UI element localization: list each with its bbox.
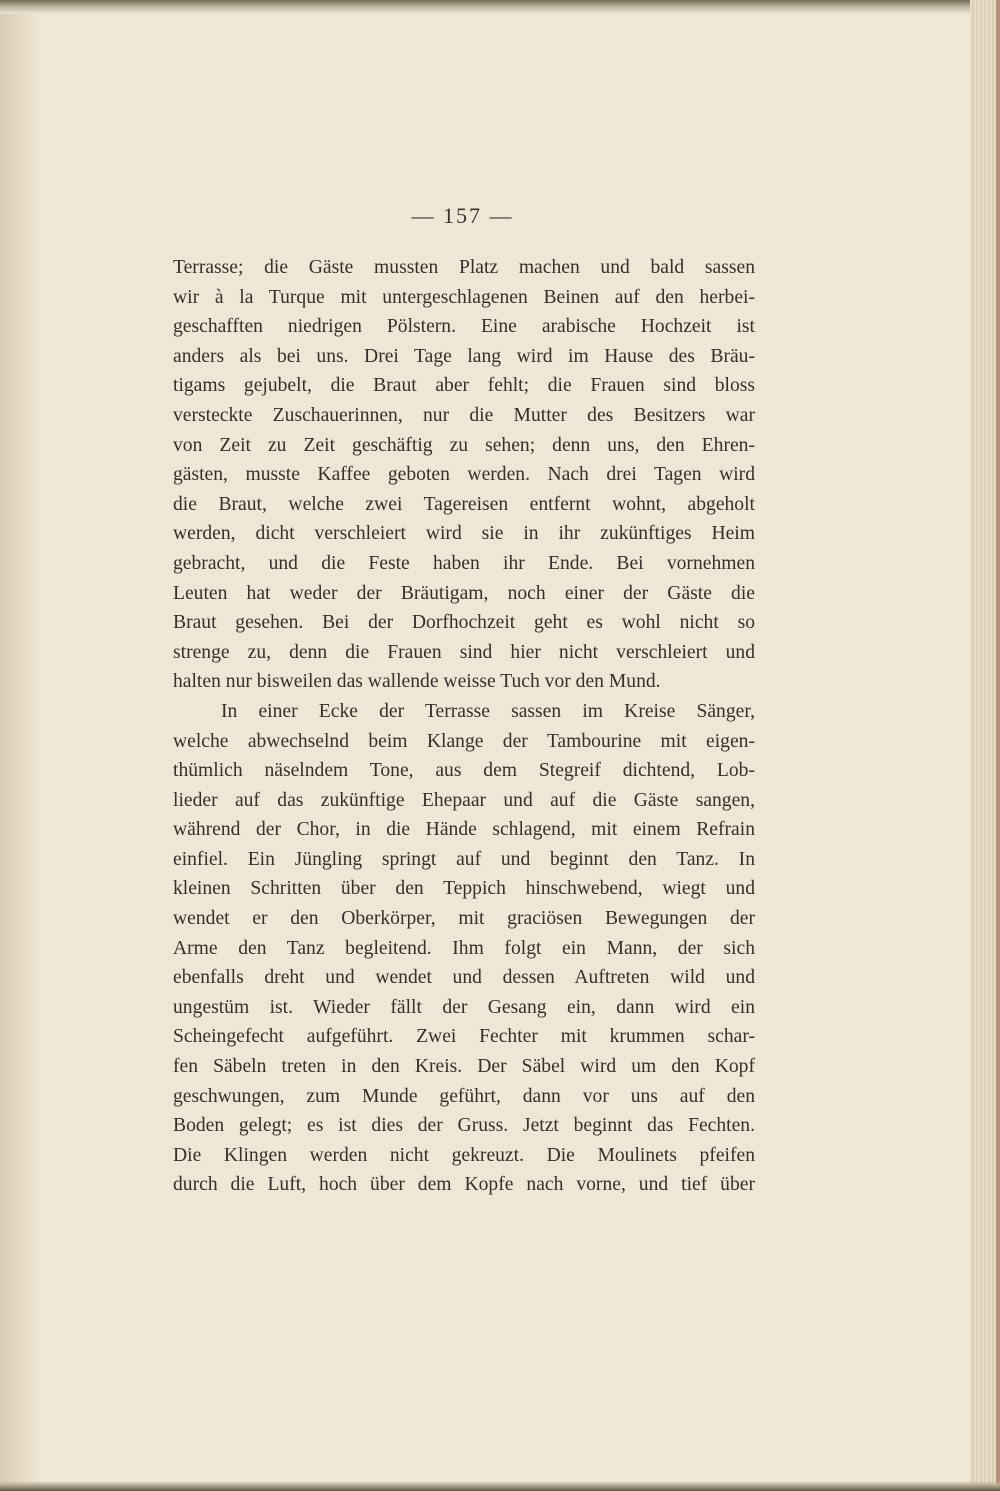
text-line: lieder auf das zukünftige Ehepaar und auf die Gäste sangen, — [173, 789, 755, 811]
text-line: Leuten hat weder der Bräutigam, noch einer der Gäste die — [173, 582, 755, 604]
text-line: von Zeit zu Zeit geschäftig zu sehen; denn uns, den Ehren- — [173, 434, 755, 456]
text-line: fen Säbeln treten in den Kreis. Der Säbel wird um den Kopf — [173, 1056, 755, 1078]
top-edge — [0, 0, 1000, 14]
text-line: die Braut, welche zwei Tagereisen entfernt wohnt, abgeholt — [173, 493, 755, 515]
text-line: gebracht, und die Feste haben ihr Ende. Bei vornehmen — [173, 552, 755, 574]
text-line: wendet er den Oberkörper, mit graciösen Bewegungen der — [173, 908, 755, 930]
page-number: — 157 — — [411, 203, 514, 228]
paragraph-2 — [173, 697, 755, 1200]
text-line: einfiel. Ein Jüngling springt auf und beginnt den Tanz. In — [173, 848, 755, 870]
text-line: strenge zu, denn die Frauen sind hier nicht verschleiert und — [173, 641, 755, 663]
text-line: halten nur bisweilen das wallende weisse Tuch vor den Mund. — [173, 671, 661, 693]
text-line: ebenfalls dreht und wendet und dessen Auftreten wild und — [173, 967, 755, 989]
text-line: versteckte Zuschauerinnen, nur die Mutter des Besitzers war — [173, 404, 755, 426]
text-line: In einer Ecke der Terrasse sassen im Kreise Sänger, — [221, 700, 755, 722]
text-line: werden, dicht verschleiert wird sie in ihr zukünftiges Heim — [173, 523, 755, 545]
text-line: thümlich näselndem Tone, aus dem Stegreif dichtend, Lob- — [173, 760, 755, 782]
text-line: ungestüm ist. Wieder fällt der Gesang ein, dann wird ein — [173, 996, 755, 1018]
page-edge-tint — [996, 0, 1000, 1491]
text-line: Boden gelegt; es ist dies der Gruss. Jetzt beginnt das Fechten. — [173, 1115, 755, 1137]
text-line: Die Klingen werden nicht gekreuzt. Die Moulinets pfeifen — [173, 1144, 755, 1166]
text-line: tigams gejubelt, die Braut aber fehlt; die Frauen sind bloss — [173, 375, 755, 397]
text-line: geschafften niedrigen Pölstern. Eine arabische Hochzeit ist — [173, 316, 755, 338]
text-line: Scheingefecht aufgeführt. Zwei Fechter mit krummen schar- — [173, 1026, 755, 1048]
text-line: Terrasse; die Gäste mussten Platz machen und bald sassen — [173, 257, 755, 278]
paragraph-1 — [173, 253, 755, 697]
body-text — [173, 253, 755, 1200]
text-line: welche abwechselnd beim Klange der Tambourine mit eigen- — [173, 730, 755, 752]
text-line: durch die Luft, hoch über dem Kopfe nach vorne, und tief über — [173, 1174, 755, 1196]
text-line: Braut gesehen. Bei der Dorfhochzeit geht es wohl nicht so — [173, 612, 755, 634]
text-line: während der Chor, in die Hände schlagend, mit einem Refrain — [173, 819, 755, 841]
text-line: gästen, musste Kaffee geboten werden. Nach drei Tagen wird — [173, 464, 755, 486]
text-line: geschwungen, zum Munde geführt, dann vor uns auf den — [173, 1085, 755, 1107]
bottom-edge — [0, 1481, 1000, 1491]
text-line: anders als bei uns. Drei Tage lang wird im Hause des Bräu- — [173, 345, 755, 367]
text-line: Arme den Tanz begleitend. Ihm folgt ein Mann, der sich — [173, 937, 755, 959]
text-line: wir à la Turque mit untergeschlagenen Beinen auf den herbei- — [173, 286, 755, 308]
text-line: kleinen Schritten über den Teppich hinschwebend, wiegt und — [173, 878, 755, 900]
